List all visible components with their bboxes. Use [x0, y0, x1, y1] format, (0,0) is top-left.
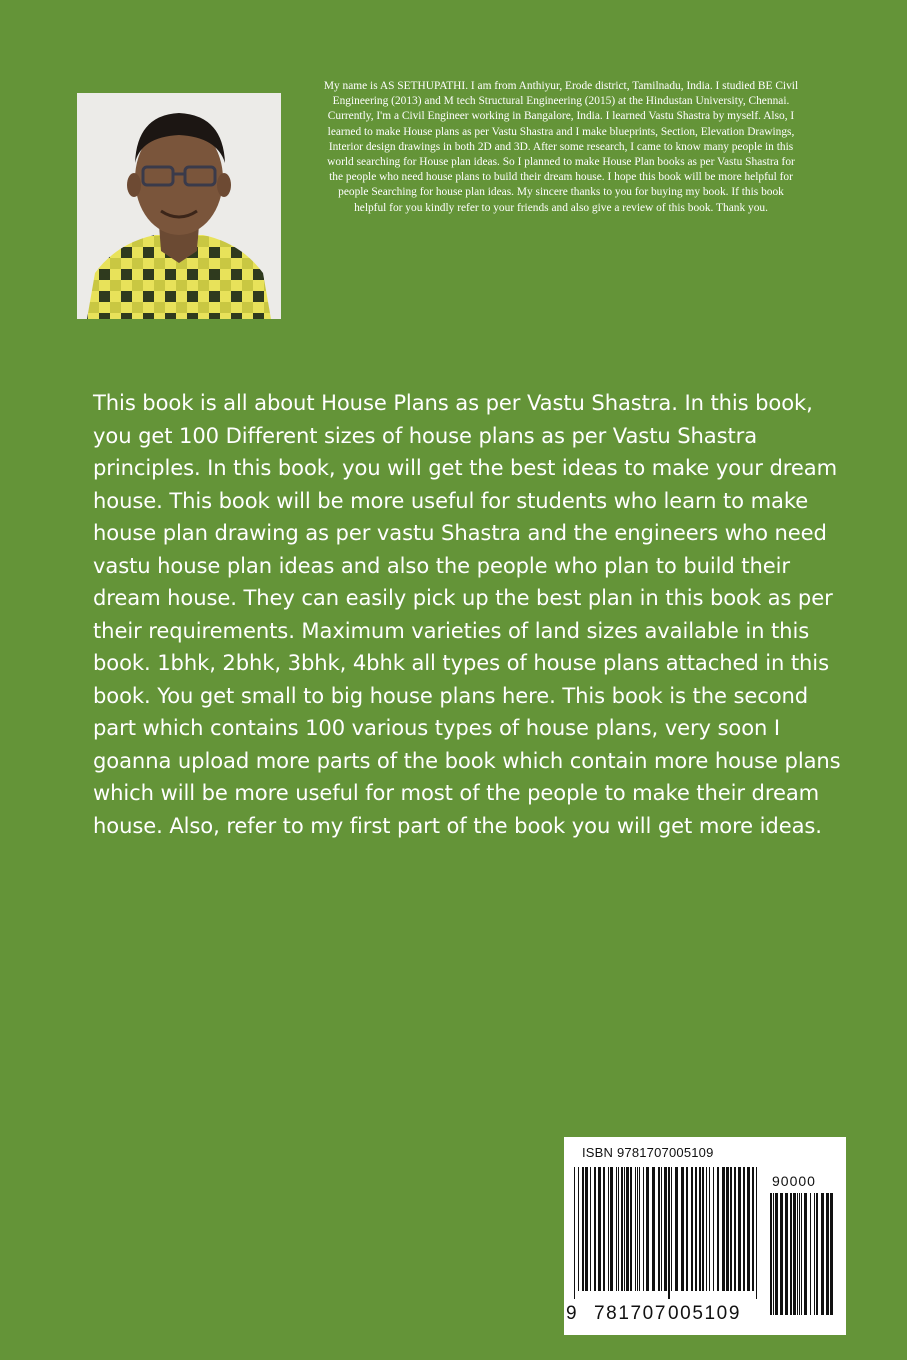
- barcode-bar: [695, 1167, 697, 1291]
- ean-first-digit: 9: [566, 1303, 579, 1324]
- barcode-bar: [603, 1167, 605, 1291]
- isbn-label: ISBN 9781707005109: [582, 1145, 714, 1160]
- barcode-bar: [594, 1167, 596, 1291]
- barcode-bar: [658, 1167, 660, 1291]
- barcode-bar: [743, 1167, 745, 1291]
- barcode-bar: [790, 1193, 792, 1315]
- barcode-bar: [797, 1193, 798, 1315]
- barcode-icon: [572, 1167, 762, 1299]
- barcode-bar: [773, 1193, 774, 1315]
- barcode-bar: [671, 1167, 672, 1291]
- barcode-bar: [747, 1167, 750, 1291]
- barcode-bar: [799, 1193, 800, 1315]
- barcode-bar: [734, 1167, 736, 1291]
- barcode-bar: [639, 1167, 640, 1291]
- barcode-bar: [738, 1167, 741, 1291]
- barcode-bar: [756, 1167, 757, 1299]
- author-portrait-icon: [77, 93, 281, 319]
- barcode-bar: [652, 1167, 655, 1291]
- barcode-bar: [730, 1167, 732, 1291]
- ean-digits: [564, 1301, 764, 1329]
- price-barcode-bars: [768, 1193, 834, 1323]
- barcode-bar: [709, 1167, 710, 1291]
- isbn-barcode: [564, 1137, 846, 1335]
- barcode-bar: [826, 1193, 829, 1315]
- barcode-bar: [574, 1167, 575, 1299]
- barcode-bar: [646, 1167, 649, 1291]
- barcode-bar: [752, 1167, 754, 1291]
- barcode-bar: [582, 1167, 584, 1291]
- barcode-bar: [624, 1167, 625, 1291]
- barcode-bar: [816, 1193, 818, 1315]
- book-description: This book is all about House Plans as per Vastu Shastra. In this book, you get 100 Different sizes of house plans as per Vastu Shastra principles. In this book, you will get the best ideas to make your dream house. This book will be more useful for students who learn to make house plan drawing as per vastu Shastra and the engineers who need vastu house plan ideas and also the people who plan to build their dream house. They can easily pick up the best plan in this book as per their requirements. Maximum varieties of land sizes available in this book. 1bhk, 2bhk, 3bhk, 4bhk all types of house plans attached in this book. You get small to big house plans here. This book is the second part which contains 100 various types of house plans, very soon I goanna upload more parts of the book which contain more house plans which will be more useful for most of the people to make their dream house. Also, refer to my first part of the book you will get more ideas.: [93, 390, 841, 838]
- barcode-bar: [713, 1167, 714, 1291]
- barcode-bar: [661, 1167, 662, 1291]
- price-code: 90000: [772, 1173, 816, 1189]
- barcode-bar: [793, 1193, 796, 1315]
- barcode-bar: [621, 1167, 623, 1291]
- barcode-bar: [726, 1167, 729, 1291]
- barcode-bar: [626, 1167, 629, 1291]
- barcode-bar: [630, 1167, 632, 1291]
- barcode-bar: [699, 1167, 701, 1291]
- barcode-bar: [618, 1167, 619, 1291]
- barcode-bar: [686, 1167, 688, 1291]
- barcode-bar: [814, 1193, 815, 1315]
- barcode-bar: [706, 1167, 707, 1291]
- ean-right-digits: 005109: [668, 1303, 742, 1324]
- author-bio: My name is AS SETHUPATHI. I am from Anthiyur, Erode district, Tamilnadu, India. I studied BE Civil Engineering (2013) and M tech Structural Engineering (2015) at the Hindustan University, Chennai. Currently, I'm a Civil Engineer working in Bangalore, India. I learned Vastu Shastra by myself. Also, I learned to make House plans as per Vastu Shastra and I make blueprints, Section, Elevation Drawings, Interior design drawings in both 2D and 3D. After some research, I came to know many people in this world searching for House plan ideas. So I planned to make House Plan books as per Vastu Shastra for the people who need house plans to build their dream house. I hope this book will be more helpful for people Searching for house plan ideas. My sincere thanks to you for buying my book. If this book helpful for you kindly refer to your friends and also give a review of this book. Thank you.: [323, 80, 799, 214]
- barcode-bar: [590, 1167, 591, 1291]
- barcode-bar: [717, 1167, 719, 1291]
- barcode-bar: [643, 1167, 644, 1291]
- barcode-bar: [637, 1167, 638, 1291]
- barcode-bar: [585, 1167, 588, 1291]
- barcode-bar: [702, 1167, 704, 1291]
- barcode-bar: [668, 1167, 670, 1299]
- barcode-bar: [691, 1167, 693, 1291]
- barcode-bar: [810, 1193, 811, 1315]
- barcode-bar: [610, 1167, 613, 1291]
- barcode-bar: [830, 1193, 833, 1315]
- barcode-bar: [722, 1167, 725, 1291]
- barcode-bar: [578, 1167, 579, 1291]
- barcode-bar: [635, 1167, 636, 1291]
- ean-left-digits: 781707: [594, 1303, 668, 1324]
- barcode-bar: [775, 1193, 778, 1315]
- barcode-bar: [608, 1167, 609, 1291]
- author-photo: [77, 93, 281, 319]
- barcode-bar: [801, 1193, 802, 1315]
- barcode-bar: [681, 1167, 684, 1291]
- barcode-bar: [770, 1193, 772, 1315]
- barcode-bar: [821, 1193, 824, 1315]
- barcode-bar: [598, 1167, 601, 1291]
- barcode-bar: [675, 1167, 678, 1291]
- barcode-bar: [785, 1193, 788, 1315]
- barcode-bar: [616, 1167, 617, 1291]
- ean-barcode-bars: [572, 1167, 762, 1299]
- barcode-bar: [780, 1193, 783, 1315]
- barcode-bar: [664, 1167, 667, 1291]
- barcode-bar: [804, 1193, 807, 1315]
- addon-barcode-icon: [768, 1193, 834, 1323]
